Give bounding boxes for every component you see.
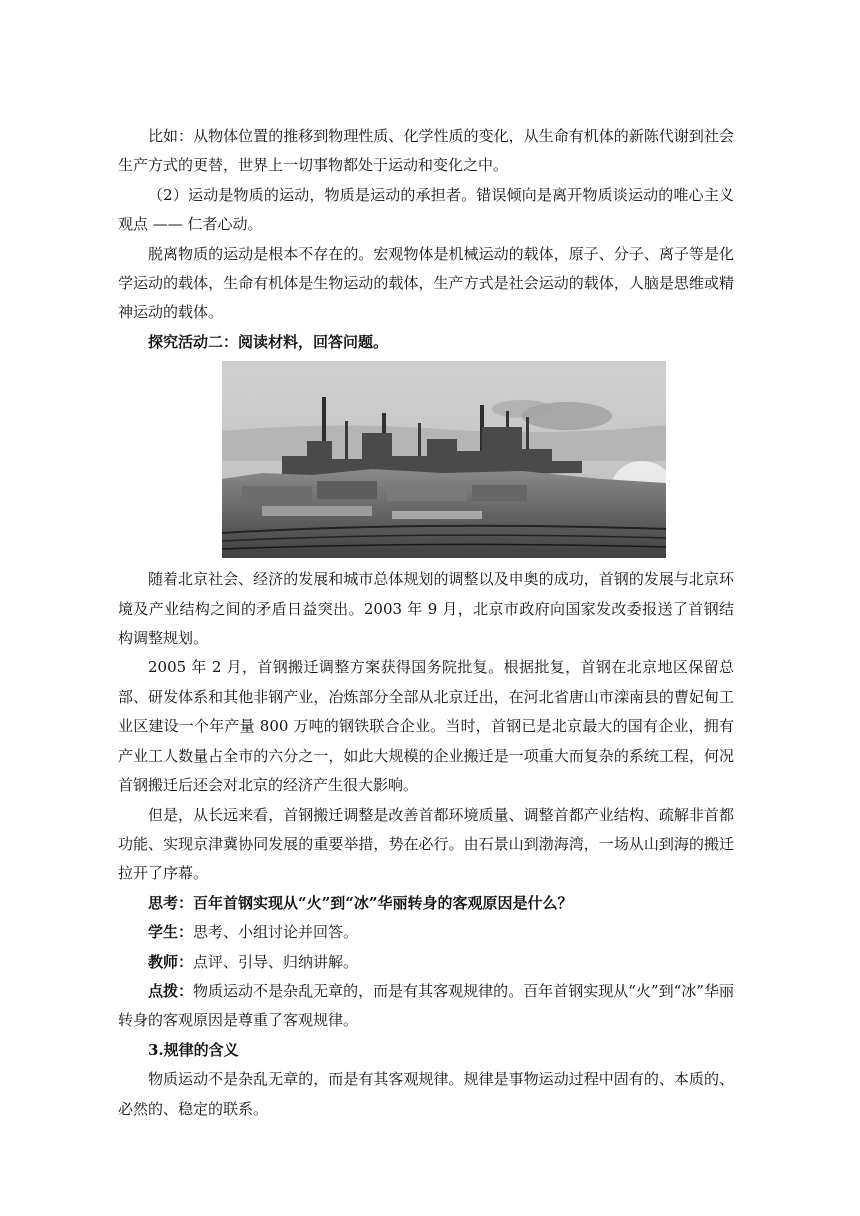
paragraph-matter-motion: 脱离物质的运动是根本不存在的。宏观物体是机械运动的载体，原子、分子、离子等是化学运动的载体，生命有机体是生物运动的载体，生产方式是社会运动的载体，人脑是思维或精神运动的载体。 xyxy=(118,244,734,322)
hint-line xyxy=(118,977,734,1036)
paragraph-example: 比如：从物体位置的推移到物理性质、化学性质的变化，从生命有机体的新陈代谢到社会生产方式的更替，世界上一切事物都处于运动和变化之中。 xyxy=(118,127,734,175)
document-body xyxy=(118,122,734,1124)
student-line xyxy=(118,918,734,947)
student-label: 学生： xyxy=(148,923,194,942)
teacher-text: 点评、引导、归纳讲解。 xyxy=(193,952,359,971)
paragraph-long-term: 但是，从长远来看，首钢搬迁调整是改善首都环境质量、调整首都产业结构、疏解非首都功能、实现京津冀协同发展的重要举措，势在必行。由石景山到渤海湾，一场从山到海的搬迁拉开了序幕。 xyxy=(118,805,734,883)
section-heading: 3.规律的含义 xyxy=(148,1040,239,1059)
paragraph-relocation: 2005 年 2 月，首钢搬迁调整方案获得国务院批复。根据批复，首钢在北京地区保留总部、研发体系和其他非钢产业，冶炼部分全部从北京迁出，在河北省唐山市滦南县的曹妃甸工业区建设一个年产量 800 万吨的钢铁联合企业。当时，首钢已是北京最大的国有企业，拥有产业工人数量占全市的六分之一，如此大规模的企业搬迁是一项重大而复杂的系统工程，何况首钢搬迁后还会对北京的经济产生很大影响。 xyxy=(118,658,734,795)
paragraph-point-2: （2）运动是物质的运动，物质是运动的承担者。错误倾向是离开物质谈运动的唯心主义观点 —— 仁者心动。 xyxy=(118,185,734,234)
teacher-line xyxy=(118,948,734,977)
steelworks-photo xyxy=(222,361,666,558)
student-text: 思考、小组讨论并回答。 xyxy=(193,923,359,942)
paragraph-background: 随着北京社会、经济的发展和城市总体规划的调整以及申奥的成功，首钢的发展与北京环境及产业结构之间的矛盾日益突出。2003 年 9 月，北京市政府向国家发改委报送了首钢结构调整规划。 xyxy=(118,570,734,648)
hint-label: 点拨： xyxy=(148,981,194,1000)
activity-heading: 探究活动二：阅读材料，回答问题。 xyxy=(148,332,389,351)
think-question: 思考：百年首钢实现从“火”到“冰”华丽转身的客观原因是什么？ xyxy=(148,893,573,912)
teacher-label: 教师： xyxy=(148,952,194,971)
paragraph-law-definition: 物质运动不是杂乱无章的，而是有其客观规律。规律是事物运动过程中固有的、本质的、必然的、稳定的联系。 xyxy=(118,1070,734,1118)
hint-text: 物质运动不是杂乱无章的，而是有其客观规律的。百年首钢实现从“火”到“冰”华丽转身的客观原因是尊重了客观规律。 xyxy=(118,981,734,1030)
